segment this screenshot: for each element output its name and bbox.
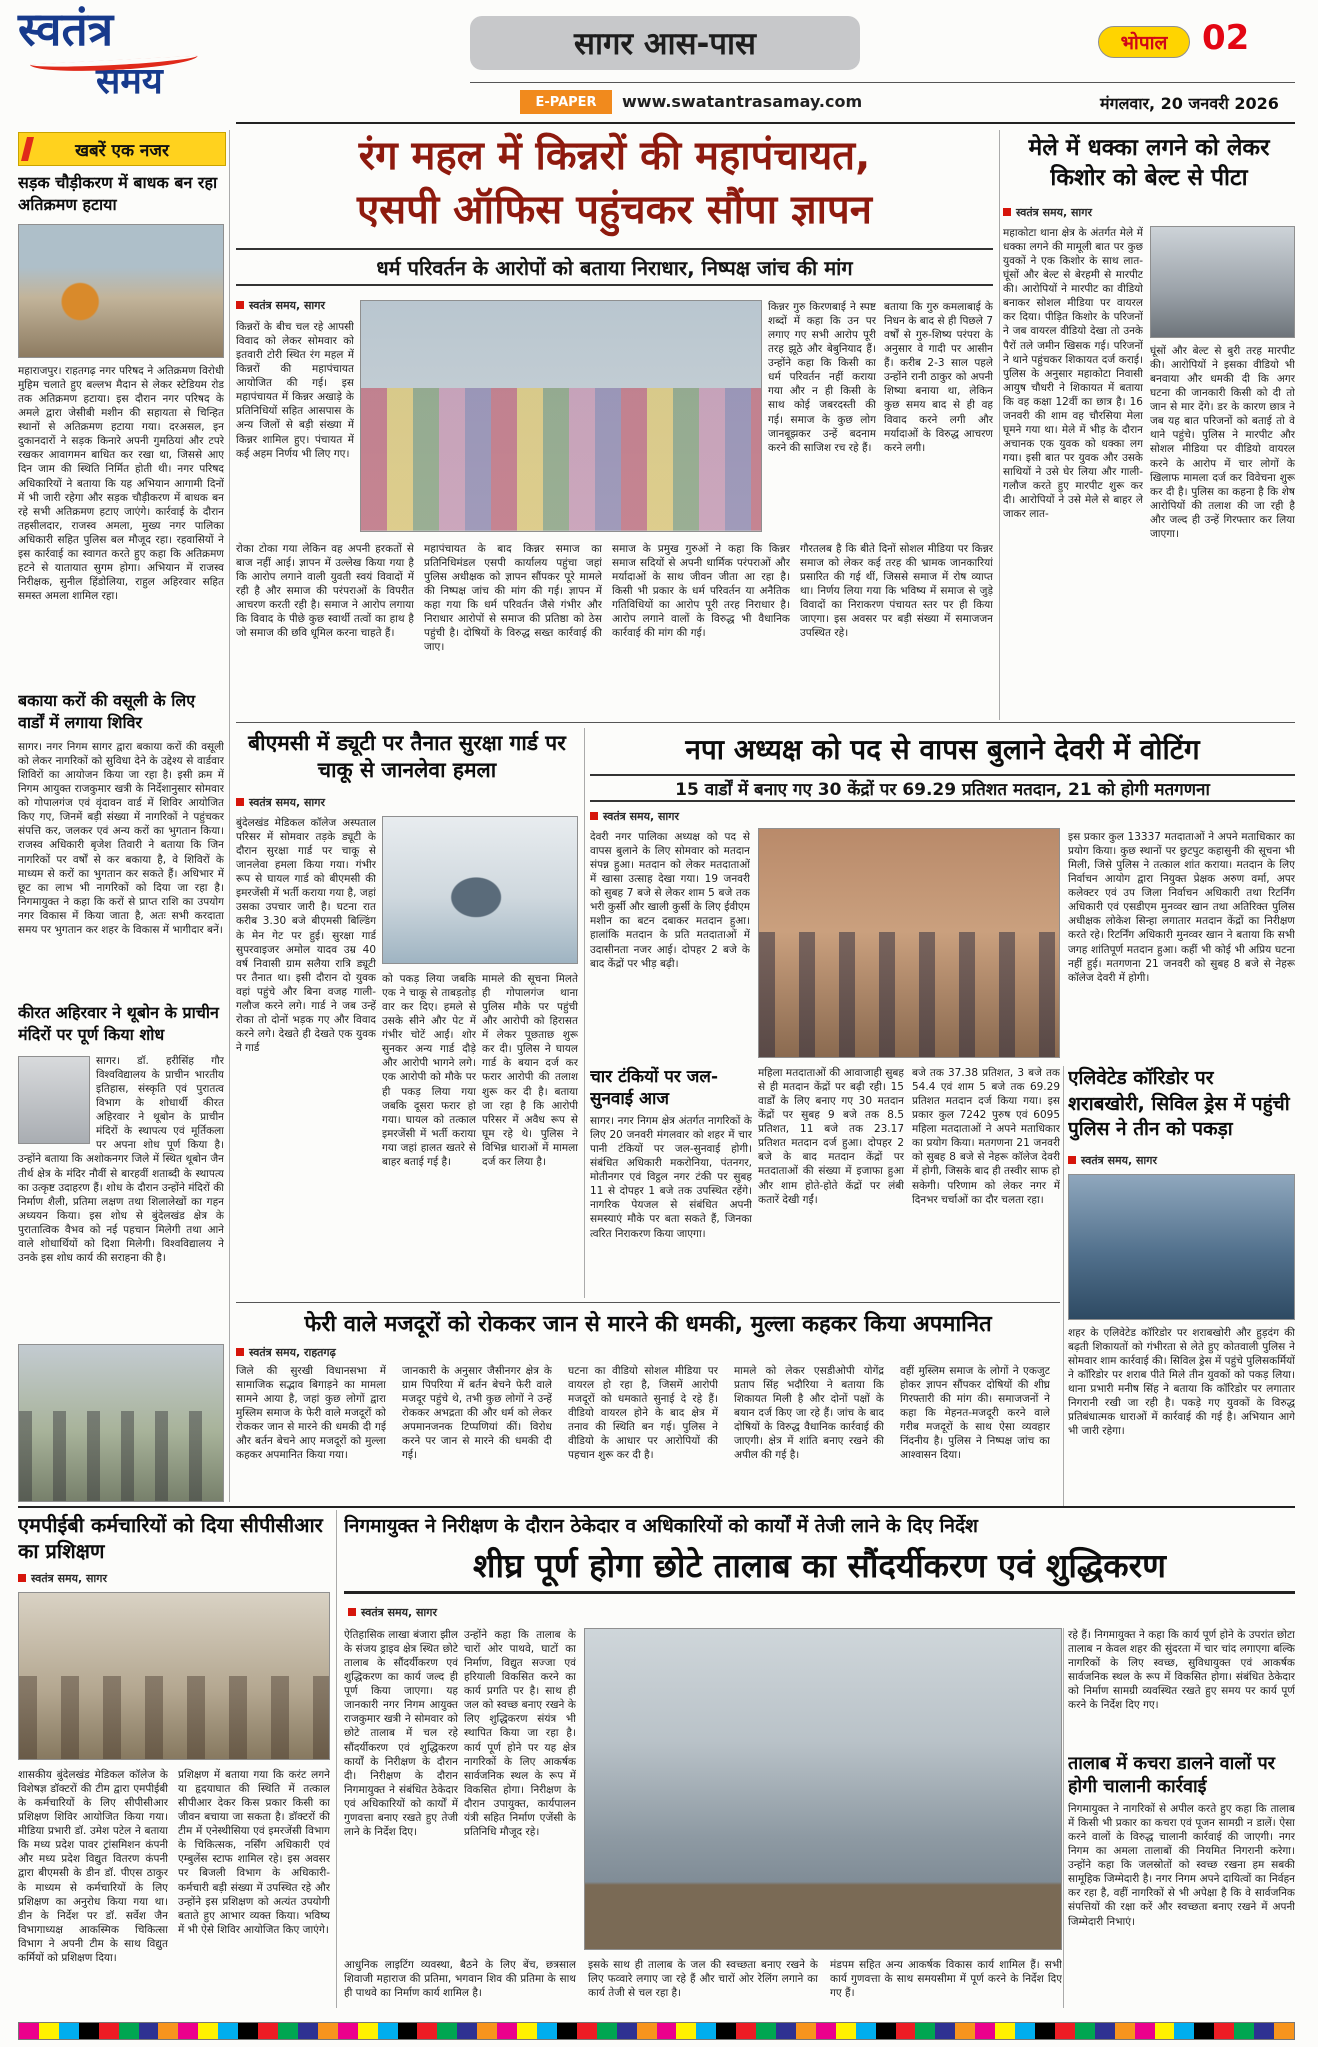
glance1-headline: सड़क चौड़ीकरण में बाधक बन रहा अतिक्रमण हटाया <box>18 173 218 214</box>
ferry-col4: मामले को लेकर एसडीओपी योगेंद्र प्रताप सिंह भदौरिया ने बताया कि शिकायत मिली है और दोनों पक्षों के बयान दर्ज किए जा रहे हैं। जांच के बाद दोषियों के विरुद्ध वैधानिक कार्रवाई की जाएगी। क्षेत्र में शांति बनाए रखने की अपील की गई है। <box>734 1365 884 1462</box>
epaper-label: E-PAPER <box>520 90 612 114</box>
voting-col-right: इस प्रकार कुल 13337 मतदाताओं ने अपने मताधिकार का प्रयोग किया। कुछ स्थानों पर छुटपुट कहासुनी की सूचना भी मिली, जिसे पुलिस ने तत्काल शांत कराया। मतदान के लिए निर्वाचन आयोग द्वारा नियुक्त प्रेक्षक अरुण वर्मा, अपर कलेक्टर एवं उप जिला निर्वाचन अधिकारी तथा रिटर्निंग अधिकारी एवं एसडीएम मुनव्वर खान तथा अतिरिक्त पुलिस अधीक्षक लोकेश सिन्हा लगातार मतदान केंद्रों का निरीक्षण करते रहे। रिटर्निंग अधिकारी मुनव्वर खान ने बताया कि सभी जगह शांतिपूर्ण मतदान हुआ। कहीं भी कोई भी अप्रिय घटना नहीं हुई। मतगणना 21 जनवरी को सुबह 8 बजे से नेहरू कॉलेज देवरी में होगी। <box>1068 831 1295 984</box>
bmc-col2: को पकड़ लिया जबकि एक ने चाकू से ताबड़तोड़ वार कर दिए। हमले से उसके सीने और पेट में गंभीर चोटें आईं। शोर सुनकर अन्य गार्ड दौड़े और आरोपी भागने लगे। एक आरोपी को मौके पर ही पकड़ लिया गया जबकि दूसरा फरार हो गया। घायल को तत्काल इमरजेंसी में भर्ती कराया गया जहां हालत खतरे से बाहर बताई गई है। <box>382 973 476 1168</box>
byline-text: स्वतंत्र समय, सागर <box>603 809 679 823</box>
ferry-col3: घटना का वीडियो सोशल मीडिया पर वायरल हो रहा है, जिसमें आरोपी मजदूरों को धमकाते सुनाई दे रहे हैं। वीडियो वायरल होने के बाद क्षेत्र में तनाव की स्थिति बन गई। पुलिस ने वीडियो के आधार पर आरोपियों की पहचान शुरू कर दी है। <box>568 1365 718 1462</box>
pond-right-bottom: निगमायुक्त ने नागरिकों से अपील करते हुए कहा कि तालाब में किसी भी प्रकार का कचरा एवं पूजन सामग्री न डालें। ऐसा करने वालों के विरुद्ध चालानी कार्रवाई की जाएगी। नगर निगम का अमला तालाबों की नियमित निगरानी करेगा। उन्होंने कहा कि जलस्रोतों को स्वच्छ रखना हम सबकी सामूहिक जिम्मेदारी है। नगर निगम अपने दायित्वों का निर्वहन कर रहा है, वहीं नागरिकों से भी अपेक्षा है कि वे सार्वजनिक संपत्तियों की रक्षा करें और स्वच्छता बनाए रखने में अपनी जिम्मेदारी निभाएं। <box>1068 1803 1295 1928</box>
belt-col1: महाकोटा थाना क्षेत्र के अंतर्गत मेले में धक्का लगने की मामूली बात पर कुछ युवकों ने एक किशोर के साथ लात-घूंसों और बेल्ट से बेरहमी से मारपीट की। आरोपियों ने मारपीट का वीडियो बनाकर सोशल मीडिया पर वायरल कर दिया। पीड़ित किशोर के परिजनों ने जब वायरल वीडियो देखा तो उनके पैरों तले जमीन खिसक गई। परिजनों ने थाने पहुंचकर शिकायत दर्ज कराई। पुलिस के अनुसार महाकोटा निवासी आयुष चौधरी ने शिकायत में बताया कि वह कक्षा 12वीं का छात्र है। 16 जनवरी की शाम वह चौरसिया मेला घूमने गया था। मेले में भीड़ के दौरान अचानक एक युवक को धक्का लग गया। इसी बात पर युवक और उसके साथियों ने उसे घेर लिया और गाली-गलौज करते हुए मारपीट शुरू कर दी। आरोपियों ने उसे मेले से बाहर ले जाकर लात- <box>1003 227 1143 521</box>
glance1-body: महाराजपुर। राहतगढ़ नगर परिषद ने अतिक्रमण विरोधी मुहिम चलाते हुए बल्लभ मैदान से लेकर स्टेडियम रोड तक अतिक्रमण हटाया। इस दौरान नगर परिषद के अमले द्वारा जेसीबी मशीन की सहायता से चिन्हित स्थानों से अतिक्रमण हटाया गया। दरअसल, इन दुकानदारों ने सड़क किनारे अपनी गुमठियां और टपरे रखकर आवागमन बाधित कर रखा था, जिससे आए दिन जाम की स्थिति निर्मित होती थी। नगर परिषद अधिकारियों ने बताया कि यह अभियान आगामी दिनों में भी जारी रहेगा और सड़क चौड़ीकरण में बाधक बन रहे सभी अतिक्रमण हटाए जाएंगे। कार्रवाई के दौरान तहसीलदार, राजस्व अमला, मुख्य नगर पालिका अधिकारी सहित पुलिस बल मौजूद रहा। रहवासियों ने इस कार्रवाई का स्वागत करते हुए कहा कि अतिक्रमण हटने से यातायात सुगम होगा। अभियान में राजस्व निरीक्षक, सुनील हिंडोलिया, राहुल अहिरवार सहित समस्त अमला शामिल रहा। <box>18 365 224 602</box>
ferry-col2: जानकारी के अनुसार जैसीनगर क्षेत्र के ग्राम पिपरिया में बर्तन बेचने फेरी वाले मजदूर पहुंचे थे, तभी कुछ लोगों ने उन्हें रोककर अभद्रता की और धर्म को लेकर अपमानजनक टिप्पणियां कीं। विरोध करने पर जान से मारने की धमकी दी गई। <box>402 1365 552 1462</box>
voting-turnout-col2: बजे तक 37.38 प्रतिशत, 3 बजे तक 54.4 एवं शाम 5 बजे तक 69.29 प्रतिशत मतदान दर्ज किया गया। इस प्रकार कुल 7242 पुरुष एवं 6095 महिला मतदाताओं ने अपने मताधिकार का प्रयोग किया। मतगणना 21 जनवरी को सुबह 8 बजे से नेहरू कॉलेज देवरी में होगी, जिसके बाद ही तस्वीर साफ हो सकेगी। परिणाम को लेकर नगर में दिनभर चर्चाओं का दौर चलता रहा। <box>912 1067 1060 1206</box>
byline-bullet-icon <box>348 1608 356 1616</box>
pond-below-col3: मंडपम सहित अन्य आकर्षक विकास कार्य शामिल हैं। सभी कार्य गुणवत्ता के साथ समयसीमा में पूर्ण करने के निर्देश दिए गए हैं। <box>830 1959 1062 2000</box>
main-bottom-col3: समाज के प्रमुख गुरुओं ने कहा कि किन्नर समाज सदियों से अपनी धार्मिक परंपराओं और मर्यादाओं के साथ जीवन जीता आ रहा है। किसी भी प्रकार के धर्म परिवर्तन या अनैतिक गतिविधियों का आरोप पूरी तरह निराधार है। आरोप लगाने वालों के विरुद्ध भी वैधानिक कार्रवाई की मांग की गई। <box>612 543 790 640</box>
main-bottom-col4: गौरतलब है कि बीते दिनों सोशल मीडिया पर किन्नर समाज को लेकर कई तरह की भ्रामक जानकारियां प्रसारित की गई थीं, जिससे समाज में रोष व्याप्त था। निर्णय लिया गया कि भविष्य में समाज से जुड़े विवादों का निराकरण पंचायत स्तर पर ही किया जाएगा। इस अवसर पर बड़ी संख्या में समाजजन उपस्थित रहे। <box>800 543 993 640</box>
byline-bullet-icon <box>236 301 244 309</box>
website-url: www.swatantrasamay.com <box>622 92 863 111</box>
voting-turnout-col1: महिला मतदाताओं की आवाजाही सुबह से ही मतदान केंद्रों पर बढ़ी रही। 15 वार्डों के लिए बनाए गए 30 मतदान केंद्रों पर सुबह 9 बजे तक 8.5 प्रतिशत, 11 बजे तक 23.17 प्रतिशत मतदान दर्ज हुआ। दोपहर 2 बजे के बाद मतदान केंद्रों पर मतदाताओं की संख्या में इजाफा हुआ और शाम होते-होते केंद्रों पर लंबी कतारें देखी गईं। <box>758 1067 904 1206</box>
glance3-body: सागर। डॉ. हरीसिंह गौर विश्वविद्यालय के प्राचीन भारतीय इतिहास, संस्कृति एवं पुरातत्व विभाग के शोधार्थी कीरत अहिरवार ने थूबोन के प्राचीन मंदिरों के स्थापत्य एवं मूर्तिकला पर अपना शोध पूर्ण किया है। उन्होंने बताया कि अशोकनगर जिले में स्थित थूबोन जैन तीर्थ क्षेत्र के मंदिर नौवीं से बारहवीं शताब्दी के स्थापत्य का उत्कृष्ट उदाहरण हैं। शोध के दौरान उन्होंने मंदिरों की निर्माण शैली, प्रतिमा लक्षण तथा शिलालेखों का गहन अध्ययन किया। इस शोध से बुंदेलखंड क्षेत्र के पुरातात्विक वैभव को नई पहचान मिलेगी तथा आने वाले शोधार्थियों को दिशा मिलेगी। विश्वविद्यालय ने उनके इस शोध कार्य की सराहना की है। <box>18 1055 224 1264</box>
photo-injured-guard <box>382 816 578 964</box>
main-col1: किन्नरों के बीच चल रहे आपसी विवाद को लेकर सोमवार को इतवारी टोरी स्थित रंग महल में किन्नरों की महापंचायत आयोजित की गई। इस महापंचायत में किन्नर अखाड़े के प्रतिनिधियों सहित आसपास के अन्य जिलों से बड़ी संख्या में किन्नर शामिल हुए। पंचायत में कई अहम निर्णय भी लिए गए। <box>236 321 354 460</box>
pond-below-col2: इसके साथ ही तालाब के जल की स्वच्छता बनाए रखने के लिए फव्वारे लगाए जा रहे हैं और चारों ओर रेलिंग लगाने का कार्य तेजी से चल रहा है। <box>588 1959 818 2000</box>
pond-headline: शीघ्र पूर्ण होगा छोटे तालाब का सौंदर्यीकरण एवं शुद्धिकरण <box>344 1542 1295 1594</box>
logo-line1: स्वतंत्र <box>18 2 114 56</box>
byline-text: स्वतंत्र समय, सागर <box>249 795 325 809</box>
pond-col2: उन्होंने कहा कि तालाब के चारों ओर पाथवे, घाटों का निर्माण, विद्युत सज्जा एवं हरियाली विकसित करने का कार्य प्रगति पर है। साथ ही जल को स्वच्छ बनाए रखने के लिए शुद्धिकरण संयंत्र भी स्थापित किया जा रहा है। कार्य पूर्ण होने पर यह क्षेत्र नागरिकों के लिए आकर्षक सार्वजनिक स्थल के रूप में विकसित होगा। निरीक्षण के दौरान उपायुक्त, कार्यपालन यंत्री सहित निर्माण एजेंसी के प्रतिनिधि मौजूद रहे। <box>464 1629 576 1838</box>
logo-line2: समय <box>96 61 163 102</box>
main-subhead: धर्म परिवर्तन के आरोपों को बताया निराधार, निष्पक्ष जांच की मांग <box>236 248 993 286</box>
corridor-body: शहर के एलिवेटेड कॉरिडोर पर शराबखोरी और हुड़दंग की बढ़ती शिकायतों को गंभीरता से लेते हुए कोतवाली पुलिस ने सोमवार शाम कार्रवाई की। सिविल ड्रेस में पहुंचे पुलिसकर्मियों ने कॉरिडोर पर शराब पीते मिले तीन युवकों को पकड़ लिया। थाना प्रभारी मनीष सिंह ने बताया कि कॉरिडोर पर लगातार निगरानी रखी जा रही है। पकड़े गए युवकों के विरुद्ध प्रतिबंधात्मक धाराओं में कार्रवाई की गई है। अभियान आगे भी जारी रहेगा। <box>1068 1327 1295 1438</box>
byline-text: स्वतंत्र समय, सागर <box>1016 205 1092 219</box>
byline <box>236 794 436 810</box>
byline-bullet-icon <box>236 798 244 806</box>
color-registration-strip <box>18 2022 1295 2040</box>
glance2-body: सागर। नगर निगम सागर द्वारा बकाया करों की वसूली को लेकर नागरिकों को सुविधा देने के उद्देश्य से वार्डवार शिविरों का आयोजन किया जा रहा है। इसी क्रम में निगम आयुक्त राजकुमार खत्री के निर्देशानुसार सोमवार को गोपालगंज एवं वृंदावन वार्ड में शिविर आयोजित किए गए, जिनमें बड़ी संख्या में नागरिकों ने पहुंचकर संपत्ति कर, जलकर एवं अन्य करों का भुगतान किया। राजस्व अधिकारी बृजेश तिवारी ने बताया कि जिन नागरिकों पर वर्षों से कर बकाया है, वे शिविरों के माध्यम से करों का भुगतान कर सकते हैं। अधिभार में छूट का लाभ भी नागरिकों को दिया जा रहा है। निगमायुक्त ने कहा कि करों से प्राप्त राशि का उपयोग नगर विकास में किया जाता है, अतः सभी करदाता समय पर भुगतान कर शहर के विकास में भागीदार बनें। <box>18 741 224 936</box>
corridor-headline: एलिवेटेड कॉरिडोर पर शराबखोरी, सिविल ड्रेस में पहुंची पुलिस ने तीन को पकड़ा <box>1068 1067 1290 1141</box>
byline-bullet-icon <box>1003 208 1011 216</box>
divider <box>236 722 1295 723</box>
pond-below-col1: आधुनिक लाइटिंग व्यवस्था, बैठने के लिए बेंच, छत्रसाल शिवाजी महाराज की प्रतिमा, भगवान शिव की प्रतिमा के साथ ही पाथवे का निर्माण कार्य शामिल है। <box>344 1959 576 2000</box>
bmc-col3: मामले की सूचना मिलते ही गोपालगंज थाना पुलिस मौके पर पहुंची और आरोपी को हिरासत में लेकर पूछताछ शुरू कर दी। पुलिस ने घायल गार्ड के बयान दर्ज कर फरार आरोपी की तलाश शुरू कर दी है। बताया जा रहा है कि आरोपी परिसर में अवैध रूप से घूम रहे थे। पुलिस ने विभिन्न धाराओं में मामला दर्ज कर लिया है। <box>482 973 578 1168</box>
mpeb-col2: प्रशिक्षण में बताया गया कि करंट लगने या हृदयाघात की स्थिति में तत्काल सीपीआर देकर किस प्रकार किसी का जीवन बचाया जा सकता है। डॉक्टरों की टीम में एनेस्थीसिया एवं इमरजेंसी विभाग के चिकित्सक, नर्सिंग अधिकारी एवं एम्बुलेंस स्टाफ शामिल रहे। इस अवसर पर बिजली विभाग के अधिकारी-कर्मचारी बड़ी संख्या में उपस्थित रहे और उन्होंने इस प्रशिक्षण को अत्यंत उपयोगी बताते हुए आभार व्यक्त किया। भविष्य में भी ऐसे शिविर आयोजित किए जाएंगे। <box>178 1769 330 1936</box>
photo-mahapanchayat-crowd <box>360 300 762 532</box>
divider <box>584 728 585 1298</box>
voting-headline: नपा अध्यक्ष को पद से वापस बुलाने देवरी में वोटिंग <box>685 733 1200 766</box>
main-col3: बताया कि गुरु कमलाबाई के निधन के बाद से ही पिछले 7 वर्षों से गुरु-शिष्य परंपरा के अनुसार वे गादी पर आसीन हैं। करीब 2-3 साल पहले उन्होंने रानी ठाकुर को अपनी शिष्या बनाया था, लेकिन कुछ समय बाद से ही वह विवाद करने लगी और मर्यादाओं के विरुद्ध आचरण करने लगी। <box>884 301 993 454</box>
belt-col2: घूंसों और बेल्ट से बुरी तरह मारपीट की। आरोपियों ने इसका वीडियो भी बनवाया और धमकी दी कि अगर घटना की जानकारी किसी को दी तो जान से मार देंगे। डर के कारण छात्र ने जब यह बात परिजनों को बताई तो वे थाने पहुंचे। पुलिस ने मारपीट और सोशल मीडिया पर वीडियो वायरल करने के आरोप में चार लोगों के खिलाफ मामला दर्ज कर विवेचना शुरू कर दी है। पुलिस का कहना है कि शेष आरोपियों की तलाश की जा रही है और जल्द ही उन्हें गिरफ्तार कर लिया जाएगा। <box>1150 345 1295 540</box>
masthead-logo <box>18 2 228 118</box>
pond-kicker: निगमायुक्त ने निरीक्षण के दौरान ठेकेदार व अधिकारियों को कार्यों में तेजी लाने के दिए निर्देश <box>344 1515 978 1537</box>
divider <box>1063 1066 1064 1506</box>
byline-text: स्वतंत्र समय, सागर <box>249 298 325 312</box>
voting-subhead: 15 वार्डों में बनाए गए 30 केंद्रों पर 69.29 प्रतिशत मतदान, 21 को होगी मतगणना <box>590 774 1295 802</box>
pond-sub-headline: तालाब में कचरा डालने वालों पर होगी चालानी कार्रवाई <box>1068 1753 1276 1798</box>
divider <box>236 1302 1060 1303</box>
byline-text: स्वतंत्र समय, सागर <box>1081 1153 1157 1167</box>
divider <box>470 82 1295 83</box>
ferry-col1: जिले की सुरखी विधानसभा में सामाजिक सद्भाव बिगाड़ने का मामला सामने आया है, जहां कुछ लोगों द्वारा मुस्लिम समाज के फेरी वाले मजदूरों को रोककर जान से मारने की धमकी दी गई और बर्तन बेचने आए मजदूरों को मुल्ला कहकर अपमानित किया गया। <box>236 1365 386 1462</box>
byline <box>590 808 790 824</box>
glance3-headline: कीरत अहिरवार ने थूबोन के प्राचीन मंदिरों पर पूर्ण किया शोध <box>18 1003 219 1044</box>
main-bottom-col2: महापंचायत के बाद किन्नर समाज का प्रतिनिधिमंडल एसपी कार्यालय पहुंचा जहां पुलिस अधीक्षक को ज्ञापन सौंपकर पूरे मामले की निष्पक्ष जांच की मांग की गई। ज्ञापन में कहा गया कि धर्म परिवर्तन जैसे गंभीर और निराधार आरोपों से समाज की प्रतिष्ठा को ठेस पहुंची है। दोषियों के विरुद्ध सख्त कार्रवाई की जाए। <box>424 543 602 654</box>
divider <box>18 1506 1295 1508</box>
byline-bullet-icon <box>236 1348 244 1356</box>
section-banner: सागर आस-पास <box>470 16 860 70</box>
glance3-body-wrap <box>18 1054 224 1338</box>
byline <box>1068 1152 1268 1168</box>
photo-elevated-corridor <box>1068 1174 1295 1320</box>
byline-text: स्वतंत्र समय, सागर <box>361 1605 437 1619</box>
pond-col1: ऐतिहासिक लाखा बंजारा झील के संजय ड्राइव क्षेत्र स्थित छोटे तालाब के सौंदर्यीकरण एवं शुद्धिकरण का कार्य जल्द ही पूर्ण किया जाएगा। यह जानकारी नगर निगम आयुक्त राजकुमार खत्री ने सोमवार को छोटे तालाब में चल रहे सौंदर्यीकरण एवं शुद्धिकरण कार्यों के निरीक्षण के दौरान दी। निरीक्षण के दौरान निगमायुक्त ने संबंधित ठेकेदार एवं अधिकारियों को कार्यों में गुणवत्ता बनाए रखते हुए तेजी लाने के निर्देश दिए। <box>344 1629 458 1838</box>
photo-encroachment-drive <box>18 224 224 358</box>
photo-beaten-teen <box>1150 226 1295 338</box>
photo-researcher-portrait <box>18 1056 90 1144</box>
byline-text: स्वतंत्र समय, राहतगढ़ <box>249 1345 336 1359</box>
byline <box>18 1570 218 1586</box>
main-headline-line2: एसपी ऑफिस पहुंचकर सौंपा ज्ञापन <box>357 187 872 233</box>
bmc-col1: बुंदेलखंड मेडिकल कॉलेज अस्पताल परिसर में सोमवार तड़के ड्यूटी के दौरान सुरक्षा गार्ड पर चाकू से जानलेवा हमला किया गया। गंभीर रूप से घायल गार्ड को बीएमसी की इमरजेंसी में भर्ती कराया गया है, जहां उसका उपचार जारी है। घटना रात करीब 3.30 बजे बीएमसी बिल्डिंग के मेन गेट पर हुई। सुरक्षा गार्ड सुपरवाइजर अमोल यादव उम्र 40 वर्ष निवासी ग्राम सलैया रात्रि ड्यूटी पर तैनात था। इसी दौरान दो युवक वहां पहुंचे और बिना वजह गाली-गलौज करने लगे। गार्ड ने जब उन्हें रोका तो दोनों भड़क गए और विवाद करने लगे। देखते ही देखते एक युवक ने गार्ड <box>236 817 376 1054</box>
date-line: मंगलवार, 20 जनवरी 2026 <box>1100 94 1279 113</box>
bmc-headline: बीएमसी में ड्यूटी पर तैनात सुरक्षा गार्ड पर चाकू से जानलेवा हमला <box>248 731 566 783</box>
byline <box>1003 204 1203 220</box>
city-badge: भोपाल <box>1098 26 1190 58</box>
ferry-headline: फेरी वाले मजदूरों को रोककर जान से मारने की धमकी, मुल्ला कहकर किया अपमानित <box>304 1312 992 1337</box>
mpeb-col1: शासकीय बुंदेलखंड मेडिकल कॉलेज के विशेषज्ञ डॉक्टरों की टीम द्वारा एमपीईबी के कर्मचारियों के लिए सीपीसीआर प्रशिक्षण शिविर आयोजित किया गया। मीडिया प्रभारी डॉ. उमेश पटेल ने बताया कि मध्य प्रदेश पावर ट्रांसमिशन कंपनी और मध्य प्रदेश विद्युत वितरण कंपनी द्वारा बीएमसी के डीन डॉ. पीएस ठाकुर के माध्यम से कर्मचारियों के लिए प्रशिक्षण का अनुरोध किया गया था। डीन के निर्देश पर डॉ. सर्वेश जैन विभागाध्यक्ष आकस्मिक चिकित्सा विभाग ने अपनी टीम के साथ विद्युत कर्मियों को प्रशिक्षण दिया। <box>18 1769 168 1964</box>
photo-pond-construction <box>584 1628 1062 1950</box>
divider <box>1063 1628 1064 2008</box>
mpeb-headline: एमपीईबी कर्मचारियों को दिया सीपीसीआर का प्रशिक्षण <box>18 1513 323 1563</box>
photo-ferry-workers <box>18 1344 224 1502</box>
byline <box>236 1344 456 1360</box>
ferry-col5: वहीं मुस्लिम समाज के लोगों ने एकजुट होकर ज्ञापन सौंपकर दोषियों की शीघ्र गिरफ्तारी की मांग की। समाजजनों ने कहा कि मेहनत-मजदूरी करने वाले गरीब मजदूरों के साथ ऐसा व्यवहार निंदनीय है। पुलिस ने निष्पक्ष जांच का आश्वासन दिया। <box>900 1365 1050 1462</box>
byline-bullet-icon <box>18 1574 26 1582</box>
main-bottom-col1: रोका टोका गया लेकिन वह अपनी हरकतों से बाज नहीं आई। ज्ञापन में उल्लेख किया गया है कि आरोप लगाने वाली युवती स्वयं विवादों में रही है और समाज की परंपराओं के विपरीत आचरण करती रही है। समाज ने आरोप लगाया कि विवाद के पीछे कुछ स्वार्थी तत्वों का हाथ है जो समाज की छवि धूमिल करना चाहते हैं। <box>236 543 414 640</box>
water-body: सागर। नगर निगम क्षेत्र अंतर्गत नागरिकों के लिए 20 जनवरी मंगलवार को शहर में चार पानी टंकियों पर जल-सुनवाई होगी। संबंधित अधिकारी मकरोनिया, पंतनगर, मोतीनगर एवं विट्ठल नगर टंकी पर सुबह 11 से दोपहर 1 बजे तक उपस्थित रहेंगे। नागरिक पेयजल से संबंधित अपनी समस्याएं मौके पर बता सकते हैं, जिनका त्वरित निराकरण किया जाएगा। <box>590 1115 752 1240</box>
byline-bullet-icon <box>1068 1156 1076 1164</box>
byline <box>348 1604 548 1620</box>
photo-cpr-training <box>18 1592 330 1760</box>
voting-col-left: देवरी नगर पालिका अध्यक्ष को पद से वापस बुलाने के लिए सोमवार को मतदान संपन्न हुआ। मतदान को लेकर मतदाताओं में खासा उत्साह देखा गया। 19 जनवरी को सुबह 7 बजे से लेकर शाम 5 बजे तक भरी कुर्सी और खाली कुर्सी के लिए ईवीएम मशीन का बटन दबाकर मतदान हुआ। हालांकि मतदान के प्रति मतदाताओं में उदासीनता नजर आई। दोपहर 2 बजे के बाद केंद्रों पर भीड़ बढ़ी। <box>590 831 750 970</box>
byline-text: स्वतंत्र समय, सागर <box>31 1571 107 1585</box>
news-glance-header: खबरें एक नजर <box>18 132 226 166</box>
divider <box>336 1510 337 2008</box>
photo-polling-station <box>758 828 1060 1058</box>
main-col2: किन्नर गुरु किरणबाई ने स्पष्ट शब्दों में कहा कि उन पर लगाए गए सभी आरोप पूरी तरह झूठे और बेबुनियाद हैं। उन्होंने कहा कि किसी का धर्म परिवर्तन नहीं कराया गया और न ही किसी के साथ कोई जबरदस्ती की गई। समाज के कुछ लोग जानबूझकर उन्हें बदनाम करने की साजिश रच रहे हैं। <box>768 301 876 454</box>
byline-bullet-icon <box>590 812 598 820</box>
pond-right-top: रहे हैं। निगमायुक्त ने कहा कि कार्य पूर्ण होने के उपरांत छोटा तालाब न केवल शहर की सुंदरता में चार चांद लगाएगा बल्कि नागरिकों के लिए स्वच्छ, सुविधायुक्त एवं आकर्षक सार्वजनिक स्थल के रूप में विकसित होगा। संबंधित ठेकेदार को निर्माण सामग्री व्यवस्थित रखते हुए समय पर कार्य पूर्ण करने के निर्देश दिए गए। <box>1068 1629 1295 1712</box>
page-number: 02 <box>1202 18 1250 58</box>
divider <box>236 122 1295 124</box>
glance2-headline: बकाया करों की वसूली के लिए वार्डों में लगाया शिविर <box>18 691 196 732</box>
main-headline-line1: रंग महल में किन्नरों की महापंचायत, <box>358 133 871 179</box>
divider <box>999 130 1000 720</box>
divider <box>229 130 230 1502</box>
belt-headline: मेले में धक्का लगने को लेकर किशोर को बेल्ट से पीटा <box>1028 135 1270 191</box>
water-headline: चार टंकियों पर जल-सुनवाई आज <box>590 1067 719 1110</box>
